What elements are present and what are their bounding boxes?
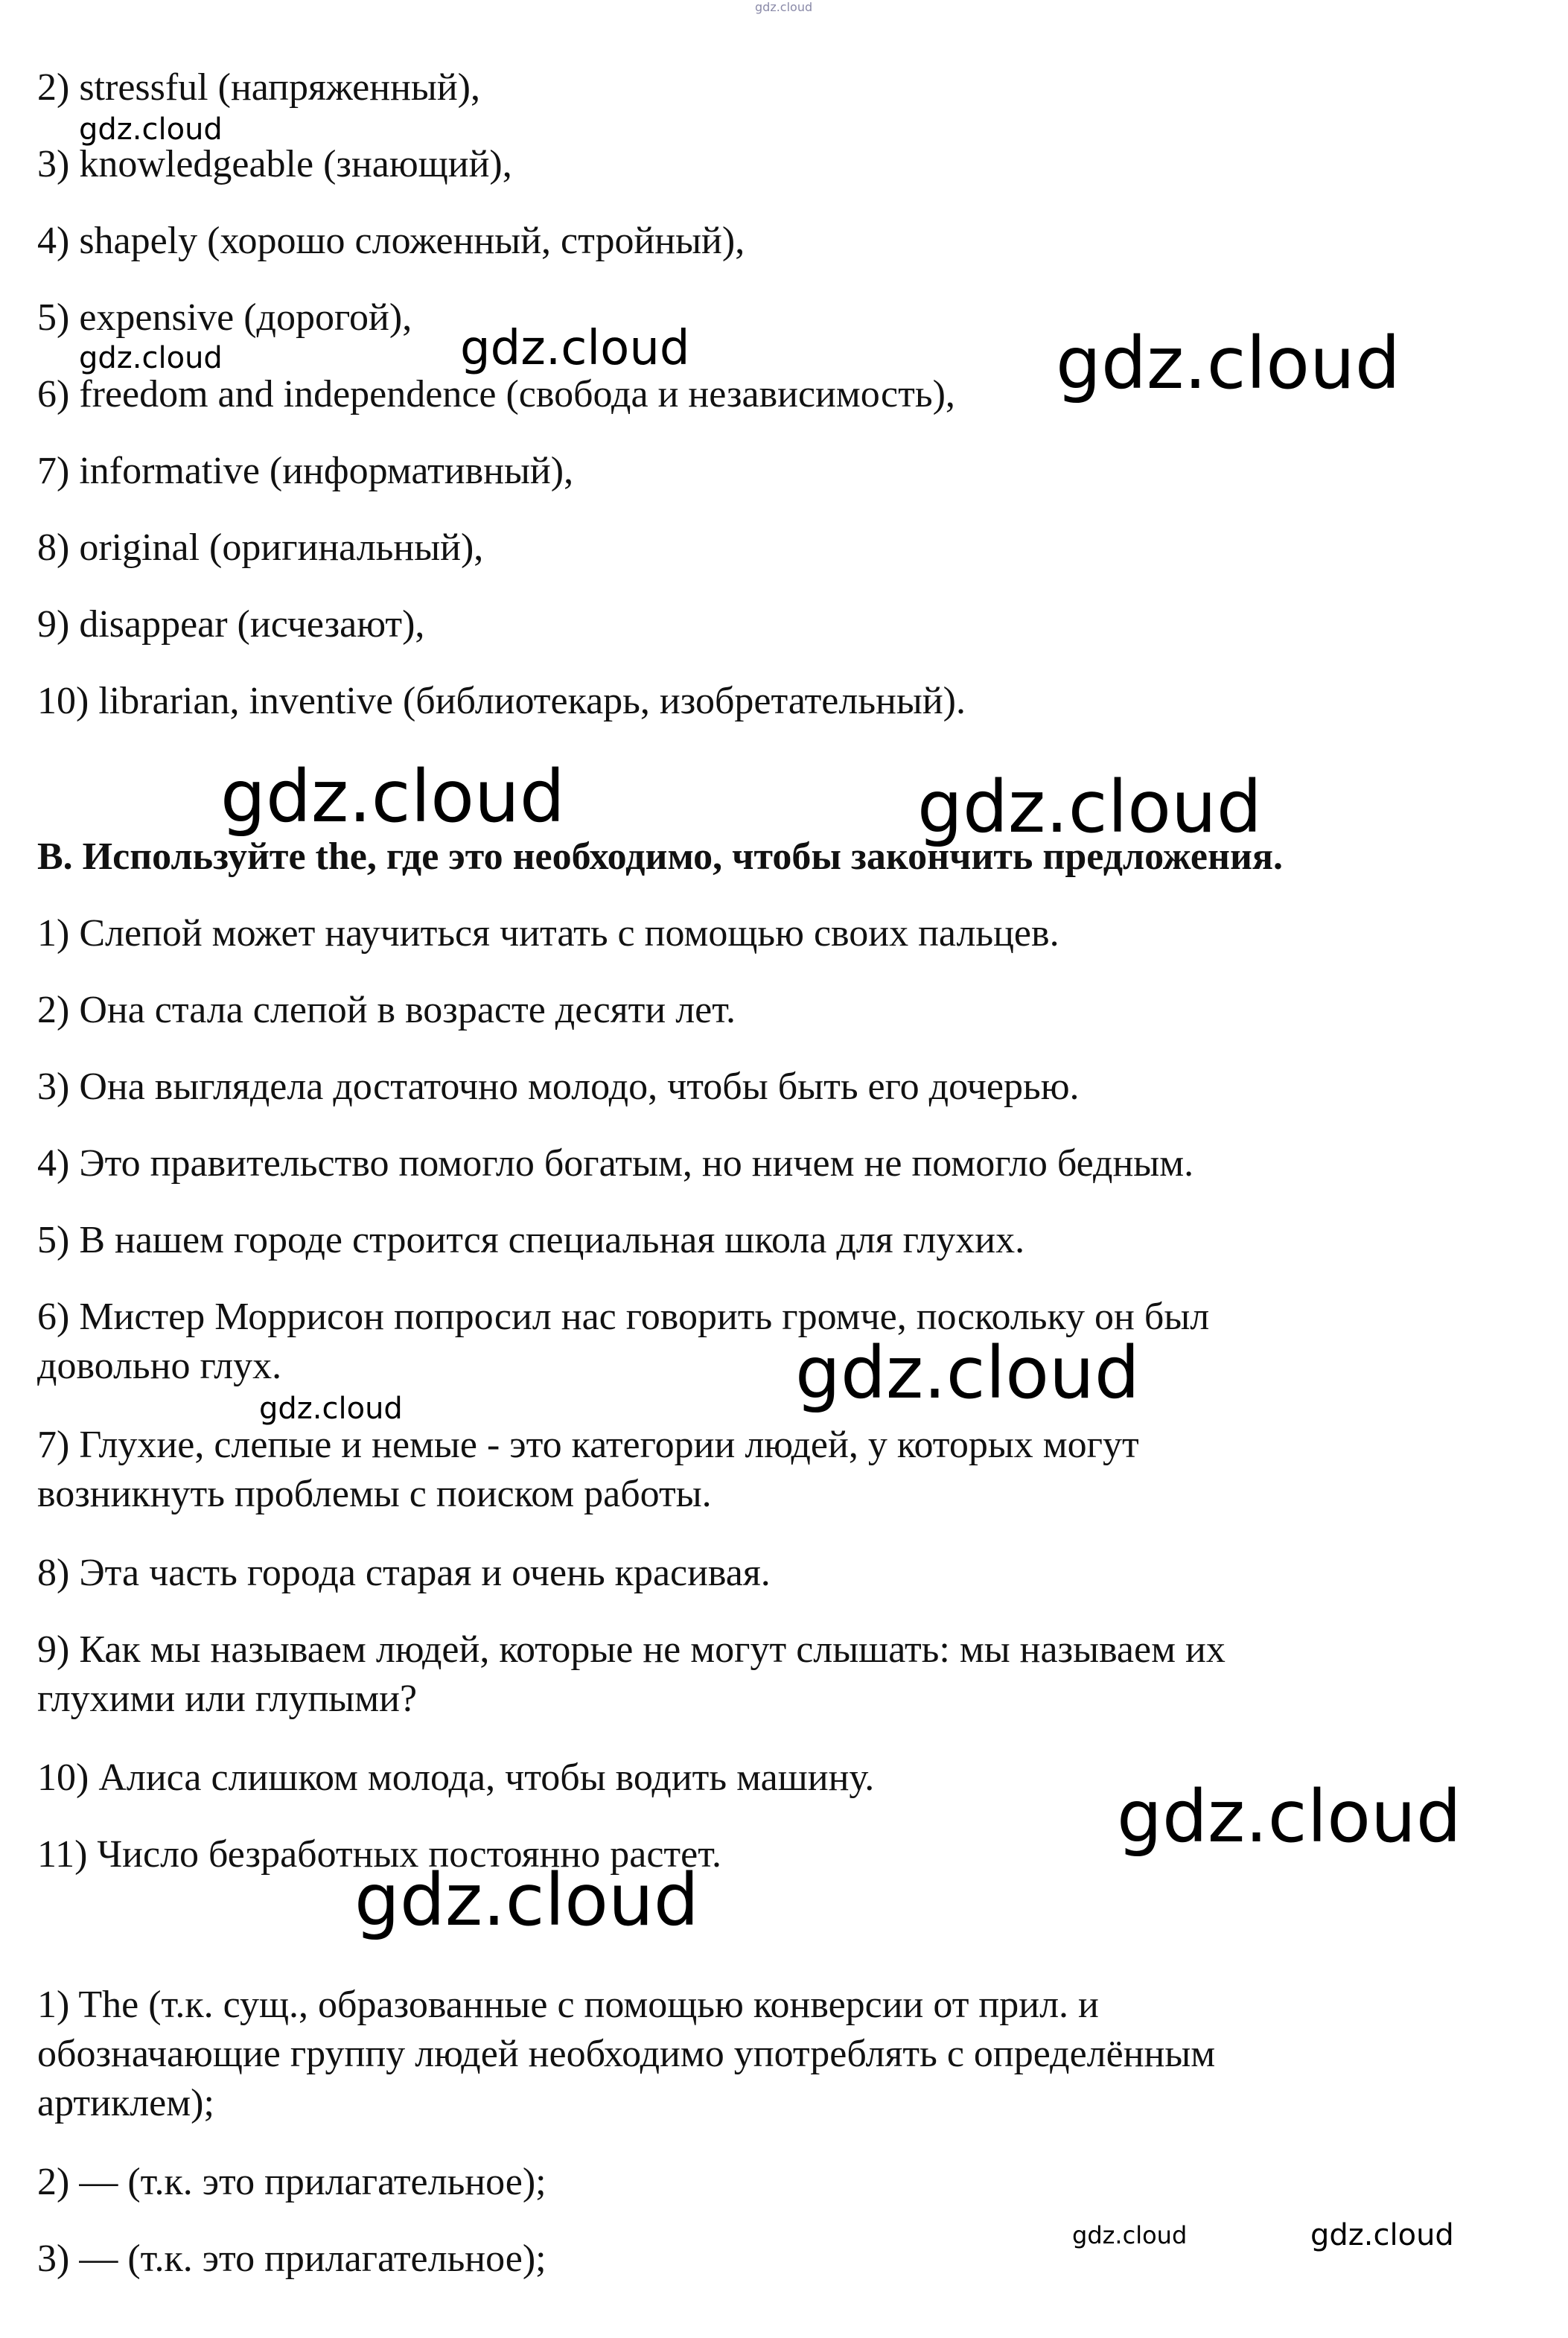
answer-line: артиклем);	[37, 2082, 214, 2124]
watermark: gdz.cloud	[79, 341, 223, 375]
answer-line: 5) expensive (дорогой),	[37, 296, 412, 339]
watermark: gdz.cloud	[1310, 2218, 1454, 2252]
watermark: gdz.cloud	[795, 1331, 1140, 1415]
sentence-line: 6) Мистер Моррисон попросил нас говорить громче, поскольку он был	[37, 1296, 1210, 1338]
answer-line: 3) knowledgeable (знающий),	[37, 143, 512, 185]
watermark: gdz.cloud	[79, 112, 223, 147]
answer-line: 2) — (т.к. это прилагательное);	[37, 2161, 546, 2203]
answer-line: 7) informative (информативный),	[37, 450, 574, 492]
sentence-line: 5) В нашем городе строится специальная школа для глухих.	[37, 1219, 1025, 1261]
answer-line: 8) original (оригинальный),	[37, 526, 484, 569]
watermark: gdz.cloud	[259, 1392, 403, 1426]
sentence-line: 2) Она стала слепой в возрасте десяти лет.	[37, 989, 736, 1031]
sentence-line: глухими или глупыми?	[37, 1678, 418, 1720]
watermark: gdz.cloud	[1056, 322, 1400, 405]
answer-line: 10) librarian, inventive (библиотекарь, изобретательный).	[37, 680, 966, 722]
watermark: gdz.cloud	[755, 0, 813, 14]
sentence-line: 9) Как мы называем людей, которые не могут слышать: мы называем их	[37, 1628, 1226, 1671]
sentence-line: 3) Она выглядела достаточно молодо, чтобы быть его дочерью.	[37, 1066, 1080, 1108]
watermark: gdz.cloud	[1117, 1775, 1462, 1858]
sentence-line: возникнуть проблемы с поиском работы.	[37, 1473, 712, 1515]
sentence-line: 1) Слепой может научиться читать с помощью своих пальцев.	[37, 912, 1059, 955]
watermark: gdz.cloud	[220, 755, 565, 838]
watermark: gdz.cloud	[917, 765, 1262, 849]
sentence-line: 11) Число безработных постоянно растет.	[37, 1833, 722, 1876]
answer-line: 2) stressful (напряженный),	[37, 66, 480, 109]
answer-line: 6) freedom and independence (свобода и независимость),	[37, 373, 955, 415]
answer-line: 1) The (т.к. сущ., образованные с помощью конверсии от прил. и	[37, 1984, 1099, 2026]
answer-line: 3) — (т.к. это прилагательное);	[37, 2237, 546, 2280]
answer-line: обозначающие группу людей необходимо употреблять с определённым	[37, 2033, 1216, 2075]
answer-line: 9) disappear (исчезают),	[37, 603, 425, 646]
answer-line: 4) shapely (хорошо сложенный, стройный),	[37, 220, 745, 262]
watermark: gdz.cloud	[1072, 2221, 1188, 2249]
sentence-line: 8) Эта часть города старая и очень красивая.	[37, 1552, 771, 1594]
sentence-line: 7) Глухие, слепые и немые - это категории людей, у которых могут	[37, 1424, 1139, 1466]
sentence-line: 10) Алиса слишком молода, чтобы водить машину.	[37, 1756, 875, 1799]
sentence-line: довольно глух.	[37, 1345, 282, 1387]
watermark: gdz.cloud	[460, 321, 690, 376]
section-b-heading: B. Используйте the, где это необходимо, чтобы закончить предложения.	[37, 835, 1284, 878]
sentence-line: 4) Это правительство помогло богатым, но ничем не помогло бедным.	[37, 1142, 1194, 1185]
watermark: gdz.cloud	[354, 1858, 699, 1942]
